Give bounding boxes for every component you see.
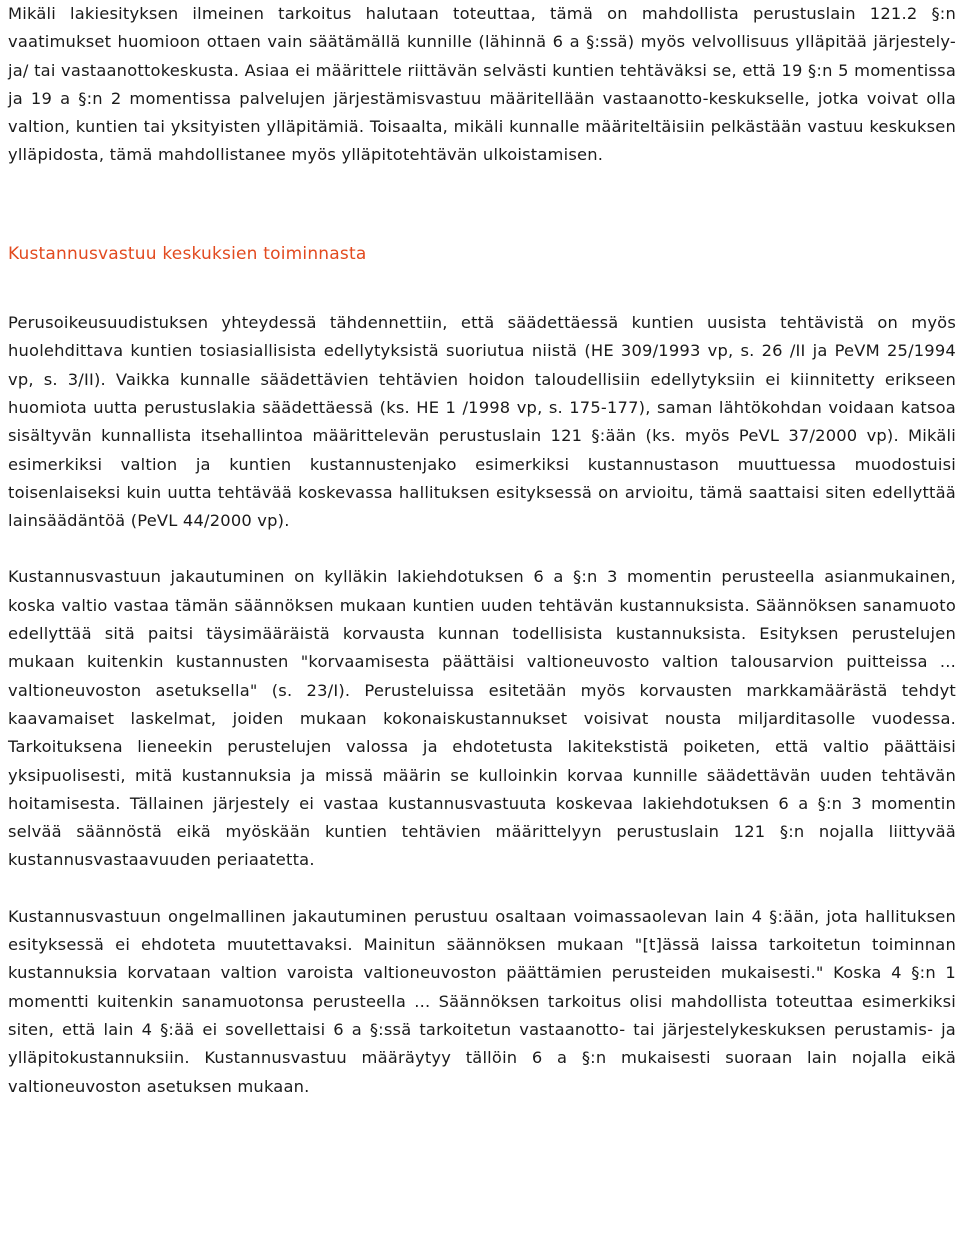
body-paragraph-2: Kustannusvastuun jakautuminen on kylläkin lakiehdotuksen 6 a §:n 3 momentin perusteella asianmukainen, koska valtio vastaa tämän säännöksen mukaan kuntien uuden tehtävän kustannuksista. Säännöksen sanamuoto edellyttää sitä paitsi täysimääräistä korvausta kunnan todellisista kustannuksista. Esityksen perustelujen mukaan kuitenkin kustannusten "korvaamisesta päättäisi valtioneuvosto valtion talousarvion puitteissa ... valtioneuvoston asetuksella" (s. 23/I). Perusteluissa esitetään myös korvausten markkamäärästä tehdyt kaavamaiset laskelmat, joiden mukaan kokonaiskustannukset voisivat nousta miljarditasolle vuodessa. Tarkoituksena lieneekin perustelujen valossa ja ehdotetusta lakitekstistä poiketen, että valtio päättäisi yksipuolisesti, mitä kustannuksia ja missä määrin se kulloinkin korvaa kunnille säädettävän uuden tehtävän hoitamisesta. Tällainen järjestely ei vastaa kustannusvastuuta koskevaa lakiehdotuksen 6 a §:n 3 momentin selvää säännöstä eikä myöskään kuntien tehtävien määrittelyyn perustuslain 121 §:n nojalla liittyvää kustannusvastaavuuden periaatetta. (8, 567, 956, 870)
document-page (8, 0, 956, 1101)
body-paragraph-1: Perusoikeusuudistuksen yhteydessä tähdennettiin, että säädettäessä kuntien uusista tehtävistä on myös huolehdittava kuntien tosiasiallisista edellytyksistä suoriutua niistä (HE 309/1993 vp, s. 26 /II ja PeVM 25/1994 vp, s. 3/II). Vaikka kunnalle säädettävien tehtävien hoidon taloudellisiin edellytyksiin ei kiinnitetty erikseen huomiota uutta perustuslakia säädettäessä (ks. HE 1 /1998 vp, s. 175-177), saman lähtökohdan voidaan katsoa sisältyvän kunnallista itsehallintoa määrittelevän perustuslain 121 §:ään (ks. myös PeVL 37/2000 vp). Mikäli esimerkiksi valtion ja kuntien kustannustenjako esimerkiksi kustannustason muuttuessa muodostuisi toisenlaiseksi kuin uutta tehtävää koskevassa hallituksen esityksessä on arvioitu, tämä saattaisi siten edellyttää lainsäädäntöä (PeVL 44/2000 vp). (8, 313, 956, 531)
section-heading: Kustannusvastuu keskuksien toiminnasta (8, 243, 367, 264)
body-paragraph-3: Kustannusvastuun ongelmallinen jakautuminen perustuu osaltaan voimassaolevan lain 4 §:ään, jota hallituksen esityksessä ei ehdoteta muutettavaksi. Mainitun säännöksen mukaan "[t]ässä laissa tarkoitetun toiminnan kustannuksia korvataan valtion varoista valtioneuvoston päättämien perusteiden mukaisesti." Koska 4 §:n 1 momentti kuitenkin sanamuotonsa perusteella ... Säännöksen tarkoitus olisi mahdollista toteuttaa esimerkiksi siten, että lain 4 §:ää ei sovellettaisi 6 a §:ssä tarkoitetun vastaanotto- tai järjestelykeskuksen perustamis- ja ylläpitokustannuksiin. Kustannusvastuu määräytyy tällöin 6 a §:n mukaisesti suoraan lain nojalla eikä valtioneuvoston asetuksen mukaan. (8, 906, 956, 1096)
intro-paragraph: Mikäli lakiesityksen ilmeinen tarkoitus halutaan toteuttaa, tämä on mahdollista perustuslain 121.2 §:n vaatimukset huomioon ottaen vain säätämällä kunnille (lähinnä 6 a §:ssä) myös velvollisuus ylläpitää järjestely- ja/ tai vastaanottokeskusta. Asiaa ei määrittele riittävän selvästi kuntien tehtäväksi se, että 19 §:n 5 momentissa ja 19 a §:n 2 momentissa palvelujen järjestämisvastuu määritellään vastaanotto-keskukselle, jotka voivat olla valtion, kuntien tai yksityisten ylläpitämiä. Toisaalta, mikäli kunnalle määriteltäisiin pelkästään vastuu keskuksen ylläpidosta, tämä mahdollistanee myös ylläpitotehtävän ulkoistamisen. (8, 4, 956, 165)
